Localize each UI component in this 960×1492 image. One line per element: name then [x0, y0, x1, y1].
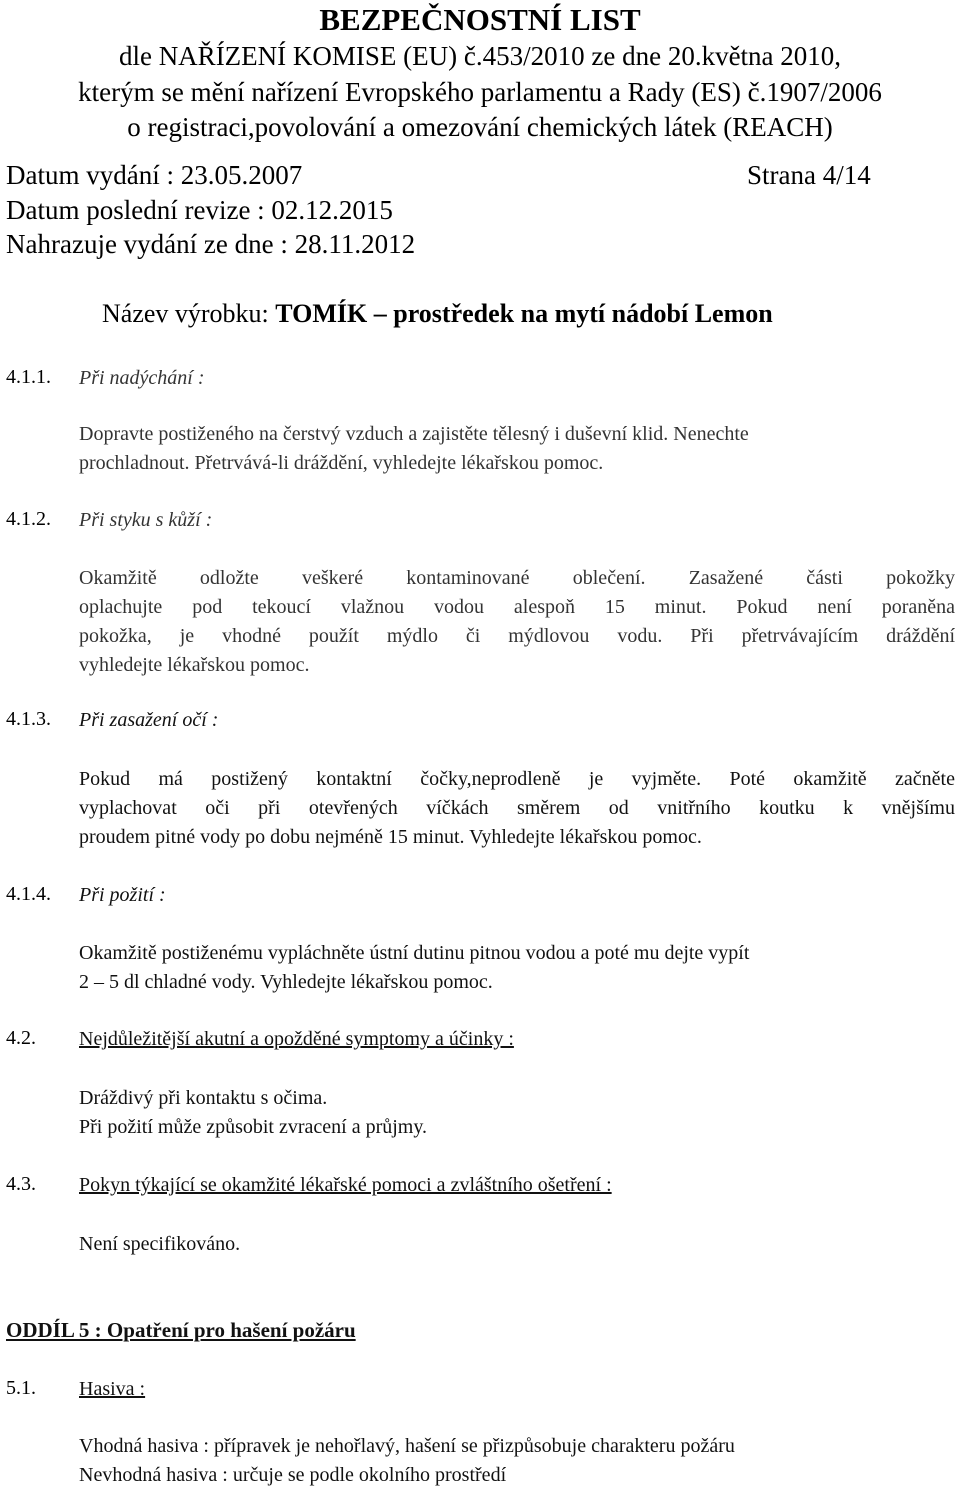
- section-number: 4.1.1.: [6, 366, 51, 388]
- section-text-line: Není specifikováno.: [79, 1233, 241, 1255]
- section-text-line: prochladnout. Přetrvává-li dráždění, vyhledejte lékařskou pomoc.: [79, 452, 604, 474]
- section-number: 4.1.4.: [6, 883, 51, 905]
- product-name: TOMÍK – prostředek na mytí nádobí Lemon: [275, 299, 773, 328]
- section-text-line: vyplachovat oči při otevřených víčkách směrem od vnitřního koutku k vnějšímu: [79, 797, 955, 819]
- section-text-line: vyhledejte lékařskou pomoc.: [79, 654, 310, 676]
- regulation-line-1: dle NAŘÍZENÍ KOMISE (EU) č.453/2010 ze dne 20.května 2010,: [118, 41, 842, 71]
- section-text-line: Nevhodná hasiva : určuje se podle okolního prostředí: [79, 1464, 507, 1486]
- section-text-line: Při požití může způsobit zvracení a průjmy.: [79, 1116, 428, 1138]
- page-number: Strana 4/14: [747, 160, 871, 190]
- regulation-line-2: kterým se mění nařízení Evropského parlamentu a Rady (ES) č.1907/2006: [78, 77, 882, 107]
- section-title-skin: Při styku s kůží :: [79, 509, 213, 531]
- section-number: 4.2.: [6, 1027, 36, 1049]
- section-text-line: Dráždivý při kontaktu s očima.: [79, 1087, 328, 1109]
- section-number: 5.1.: [6, 1377, 36, 1399]
- section-text-line: oplachujte pod tekoucí vlažnou vodou alespoň 15 minut. Pokud není poraněna: [79, 596, 955, 618]
- section-title-ingestion: Při požití :: [79, 884, 166, 906]
- section-text-line: 2 – 5 dl chladné vody. Vyhledejte lékařskou pomoc.: [79, 971, 493, 993]
- section-text-line: Okamžitě postiženému vypláchněte ústní dutinu pitnou vodou a poté mu dejte vypít: [79, 942, 750, 964]
- section-text-line: pokožka, je vhodné použít mýdlo či mýdlovou vodu. Při přetrvávajícím dráždění: [79, 625, 955, 647]
- document-title: BEZPEČNOSTNÍ LIST: [319, 2, 641, 37]
- regulation-line-3: o registraci,povolování a omezování chemických látek (REACH): [127, 112, 833, 142]
- section-number: 4.1.2.: [6, 508, 51, 530]
- section-number: 4.3.: [6, 1173, 36, 1195]
- section-title-eyes: Při zasažení očí :: [79, 709, 219, 731]
- section-title-symptoms: Nejdůležitější akutní a opožděné symptomy a účinky :: [79, 1028, 514, 1050]
- section-5-heading: ODDÍL 5 : Opatření pro hašení požáru: [6, 1318, 356, 1342]
- section-text-line: Pokud má postižený kontaktní čočky,neprodleně je vyjměte. Poté okamžitě začněte: [79, 768, 955, 790]
- replaces-date: Nahrazuje vydání ze dne : 28.11.2012: [6, 229, 416, 259]
- section-title-extinguishing-media: Hasiva :: [79, 1378, 146, 1400]
- product-label: Název výrobku:: [102, 299, 276, 328]
- section-text-line: proudem pitné vody po dobu nejméně 15 minut. Vyhledejte lékařskou pomoc.: [79, 826, 702, 848]
- section-text-line: Vhodná hasiva : přípravek je nehořlavý, hašení se přizpůsobuje charakteru požáru: [79, 1435, 735, 1457]
- section-text-line: Okamžitě odložte veškeré kontaminované oblečení. Zasažené části pokožky: [79, 567, 955, 589]
- section-number: 4.1.3.: [6, 708, 51, 730]
- section-title-inhalation: Při nadýchání :: [79, 367, 205, 389]
- section-text-line: Dopravte postiženého na čerstvý vzduch a zajistěte tělesný i duševní klid. Nenechte: [79, 423, 749, 445]
- product-name-line: [102, 299, 773, 329]
- section-title-medical-attention: Pokyn týkající se okamžité lékařské pomoci a zvláštního ošetření :: [79, 1174, 612, 1196]
- revision-date: Datum poslední revize : 02.12.2015: [6, 195, 393, 225]
- issue-date: Datum vydání : 23.05.2007: [6, 160, 303, 190]
